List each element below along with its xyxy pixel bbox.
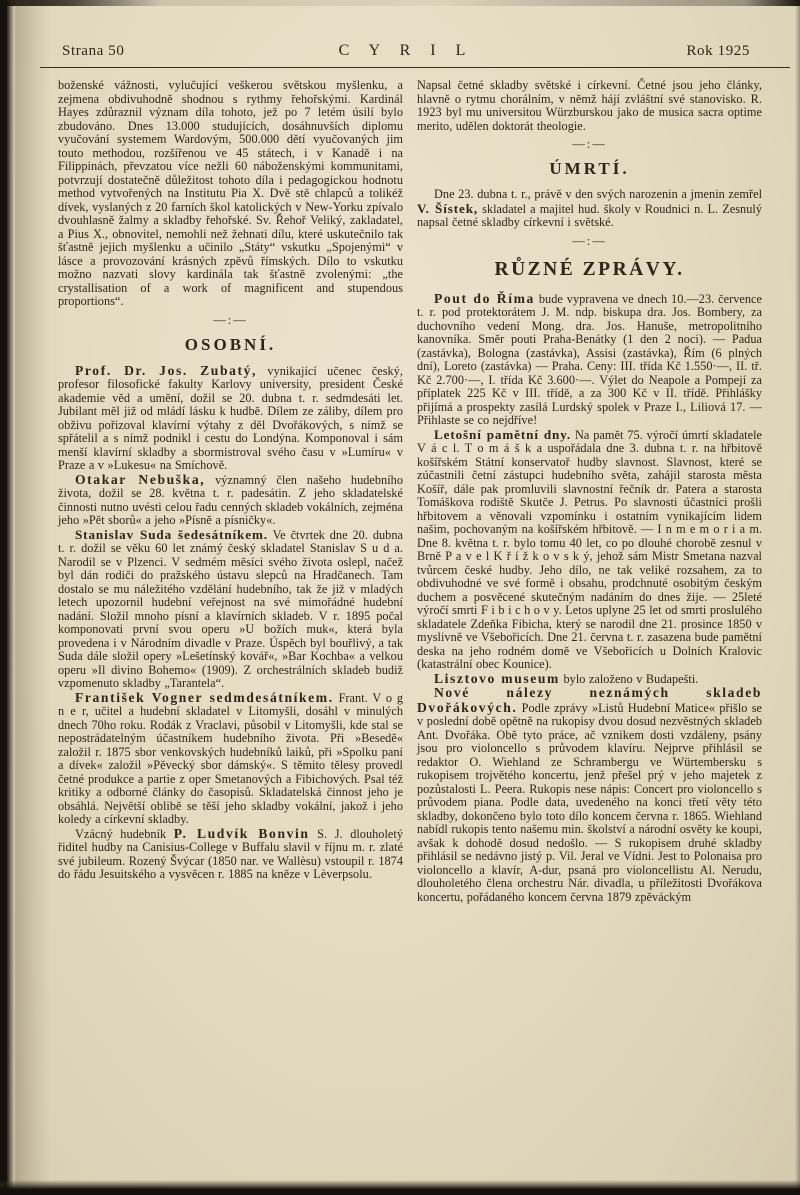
paragraph xyxy=(58,364,403,473)
paragraph-text: významný člen našeho hudebního života, dožil se 28. května t. r. padesátin. Z jeho skladatelské činnosti nutno uvésti celou řadu cenných skladeb vokálních, zejména jeho »Pět sborů« a jeho »Písně a písničky«. xyxy=(58,472,404,527)
paragraph-text: S. J. dlouholetý řiditel hudby na Canisius-College v Buffalu slavil v říjnu m. r. zlaté své jubileum. Rozený Švýcar (1850 nar. ve Wallèsu) vstoupil r. 1874 do řádu Jesuitského a vysvěcen r. 1885 na kněze v Lèverpsolu. xyxy=(58,826,403,881)
paragraph-text: Podle zprávy »Listů Hudební Matice« přišlo se v poslední době opětně na rukopisy dvou dosud nezvěstných skladeb Ant. Dvořáka. Obě tyto práce, ač vznikem dosti vzdáleny, psány jsou pro violoncello s průvodem klavíru. Nejprve přihlásil se redaktor O. Wiehland ze Schrambergu ve Würtembersku s rukopisem trojvětého koncertu, jenž přešel prý v jeho majetek z pozůstalosti L. Peera. Rukopis nese nápis: Concert pro violoncello s průvodem piana. Podle data, uvedeného na konci třetí věty této skladby, dokončeno bylo toto dílo koncem června r. 1865. Wiehland nabídl rukopis tento našemu min. školství a národní osvěty ke koupi, avšak k dohodě dosud nedošlo. — S rukopisem druhé skladby přihlásil se nedávno jistý p. Vil. Jeral ve Vídni. Jest to Polonaisa pro violoncello a klavír, A-dur, psaná pro violoncellistu Al. Nerudu, dlouholetého člena orchestru Nár. divadla, u příležitosti Dvořákova koncertu, pořádaného koncem června 1879 zpěváckým xyxy=(417,700,762,904)
paragraph-text: bude vypravena ve dnech 10.—23. července t. r. pod protektorátem J. M. ndp. biskupa dra. Jos. Bombery, za duchovního vedení Mong. dra. Jos. Hanuše, metropolitního kanovníka. Směr pouti Praha-Benátky (1 den 2 noci). — Padua (zastávka), Bologna (zastávka), Assisi (zastávka), Řím (6 plných dní), Loreto (zastávka) — Praha. Ceny: III. třída Kč 1.550·—, II. tř. Kč 2.700·—, I. třída Kč 3.600·—. Výlet do Neapole a Pompejí za příplatek 225 Kč v III. třídě, a za 300 Kč v II. třídě. Přihlášky přijímá a prospekty zasílá Lurdský spolek v Praze I., Liliová 17. — Přihlaste se co nejdříve! xyxy=(417,291,763,427)
text-columns xyxy=(0,68,800,904)
paragraph xyxy=(58,528,403,691)
paragraph xyxy=(417,686,762,904)
paragraph-text: Ve čtvrtek dne 20. dubna t. r. dožil se věku 60 let známý český skladatel Stanislav S u d a. Narodil se v Plzenci. V sedmém měsíci svého života oslepl, načež byl dán rodiči do pražského ústavu slepců na Hradčanech. Tam dostalo se mu náležitého vzdělání hudebního, tak že již v mladých letech upozornil hudební veřejnost na své mimořádné hudební nadání. Složil mnoho písní a klavírních skladeb. V r. 1895 počal komponovati první svou operu »U božích muk«, která byla provedena i v Národním divadle v Praze. Úspěch byl bouřlivý, a tak Suda dále složil opery »Lešetínský kovář«, »Bar Kochba« a velkou operu »Il divino Bohemo« (1909). Z orchestrálních skladeb budiž vzpomenuto skladby „Tarantela“. xyxy=(58,527,403,690)
paragraph-lead: Prof. Dr. Jos. Zubatý, xyxy=(75,362,258,378)
paragraph-lead: Lisztovo museum xyxy=(434,670,560,686)
paragraph-lead: P. Ludvík Bonvin xyxy=(173,825,310,841)
paragraph-lead: Nové nálezy neznámých skladeb Dvořákových. xyxy=(417,685,762,715)
paragraph-lead: Otakar Nebuška, xyxy=(75,471,206,487)
paragraph-lead: Pout do Říma xyxy=(434,290,535,306)
section-heading: ÚMRTÍ. xyxy=(549,159,630,178)
paragraph-text: Dne 23. dubna t. r., právě v den svých narozenin a jmenin zemřel xyxy=(434,187,762,201)
paragraph xyxy=(58,827,403,882)
paragraph xyxy=(417,79,762,133)
paragraph xyxy=(417,428,762,672)
paragraph-text: Napsal četné skladby světské i církevní. Četné jsou jeho články, hlavně o rytmu chorálním, v němž hájí zvláštní své stanovisko. R. 1923 byl mu universitou Würzburskou jako de musica sacra optime merito, udělen doktorát theologie. xyxy=(417,78,762,133)
paragraph xyxy=(417,672,762,687)
paragraph-lead: Letošní pamětní dny. xyxy=(434,426,572,442)
paragraph-text: bylo založeno v Budapešti. xyxy=(559,671,699,686)
section-heading: RŮZNÉ ZPRÁVY. xyxy=(494,258,685,280)
paragraph xyxy=(58,473,403,528)
page-header xyxy=(0,0,800,64)
left-column xyxy=(58,79,403,904)
paragraph-lead: František Vogner sedmdesátníkem. xyxy=(75,689,334,705)
year-label: Rok 1925 xyxy=(686,43,750,59)
section-separator: —:— xyxy=(572,233,607,248)
page-number-label: Strana 50 xyxy=(62,43,125,59)
scan-edge-right xyxy=(795,0,800,1195)
journal-title: C Y R I L xyxy=(338,42,474,59)
paragraph xyxy=(417,292,762,428)
scan-edge-left xyxy=(0,0,15,1195)
page-gutter-shadow xyxy=(15,0,51,1195)
right-column xyxy=(417,79,762,904)
section-separator: —:— xyxy=(213,312,248,327)
paragraph-text: vynikající učenec český, profesor filosofické fakulty Karlovy university, president České akademie věd a umění, dožil se 20. dubna t. r. sedmdesáti let. Jubilant měl již od mládí lásku k hudbě. Dílem ze záliby, dílem pro obživu pořizoval klavírní výtahy z děl Dvořákových, s nímž se spřátelil a s nímž podnikl i cestu do Londýna. Komponoval i sám menší klavírní skladby a sbormistroval svého času v »Lumíru« v Praze a v »Lukesu« na Smíchově. xyxy=(58,363,403,472)
section-heading: OSOBNÍ. xyxy=(184,334,277,354)
paragraph-text: skladatel a majitel hud. školy v Roudnici n. L. Zesnulý napsal četné skladby církevní i světské. xyxy=(417,201,762,229)
paragraph-text: Vzácný hudebník xyxy=(75,826,174,841)
paragraph-text: Frant. V o g n e r, učitel a hudební skladatel v Litomyšli, dosáhl v minulých dnech 70ho roku. Rodák z Vraclavi, působil v Litomyšli, kde stal se nepostrádatelným účastníkem hudebního života. Při »Besedě« založil r. 1875 sbor venkovských hudebníků laiků, při »Spolku paní a dívek« založil »Pěvecký sbor dámský«. S těmito tělesy provedl četné produkce a partie z oper Smetanových a Fibichových. Psal též kritiky a odborné články do časopisů. Skladatelská činnost jeho je obsáhlá. Největší oblibě se těší jeho skladby vokální, jakož i jeho koledy a církevní skladby. xyxy=(58,690,404,826)
paragraph xyxy=(58,79,403,309)
paragraph xyxy=(58,691,403,827)
paragraph-lead: V. Šístek, xyxy=(417,200,479,216)
paragraph xyxy=(417,188,762,230)
scan-edge-bottom xyxy=(0,1180,800,1195)
paragraph-lead: Stanislav Suda šedesátníkem. xyxy=(75,526,268,542)
section-separator: —:— xyxy=(572,137,607,151)
paragraph-text: Na pamět 75. výročí úmrtí skladatele V á c l. T o m á š k a uspořádala dne 3. dubna t. r. na hřbitově košířském Státní konservatoř hudby slavnost. Slavnost, které se zúčastnili četní zástupci hudebního světa, zahájil starosta města Košíř, dále pak promluvili slavnostní řečník dr. Patera a starosta Tomáškova rodiště Skutče J. Petrus. Po slavnosti účastníci prošli hřbitovem a věnovali vzpomínku i ostatním vynikajícím lidem našim, pochovaným na košířském hřbitově. — I n m e m o r i a m. Dne 8. května t. r. bylo tomu 40 let, co po dlouhé chorobě zesnul v Brně P a v e l K ř í ž k o v s k ý, jehož sám Mistr Smetana nazval tvůrcem české hudby. Jeho dílo, ne tak veliké rozsahem, za to obdivuhodné ve své formě i obsahu, prodchnuté osobitým českým duchem a posvěcené skutečným nadáním do dnes žije. — 25leté výročí smrti F i b i c h o v y. Letos uplyne 25 let od smrti proslulého skladatele Zdeňka Fibicha, který se narodil dne 21. prosince 1850 v myslivně ve Všebořicích. Dne 21. června t. r. zasazena bude pamětní deska na jeho rodném domě ve Všebořicích u Dolních Kralovic (katastrální obec Kounice). xyxy=(417,427,762,671)
scan-edge-top xyxy=(0,0,800,6)
paragraph-text: boženské vážnosti, vylučující veškerou světskou myšlenku, a zejmena obdivuhodně shodnou s rythmy řehořskými. Kardinál Hayes zdůraznil význam díla tohoto, jež po 7 letém úsilí bylo zbudováno. Dnes 13.000 studujících, dosáhnuvších diplomu vyučování systemem Wardovým, 500.000 dětí vyučovaných jim touto methodou, rozšířenou ve 45 státech, i v Kanadě i na Filippinách, převzatou více nežli 60 náboženskými kommunitami, potvrzují dostatečně důležitost tohoto díla i pedagogickou hodnotu method vytvořených na Institutu Pia X. Dvě stě chlapců a tolikéž dívek, vyslaných z 20 farních škol katolických v New-Yorku zpívalo dvouhlasně žalmy a skladby řehořské. Sv. Řehoř Veliký, zakladatel, a Pius X., obnovitel, nemohli než žehnati dílu, které uskutečnilo tak šťastně jejich myšlenku a učinilo „Státy“ vskutku „Spojenými“ v lásce a provozování krásných zpěvů římských. Dílo to vskutku možno nazvati slovy kardinála tak šťastně zvolenými: „the crystallisation of a work of magnificent and stupendous proportions“. xyxy=(58,78,403,308)
